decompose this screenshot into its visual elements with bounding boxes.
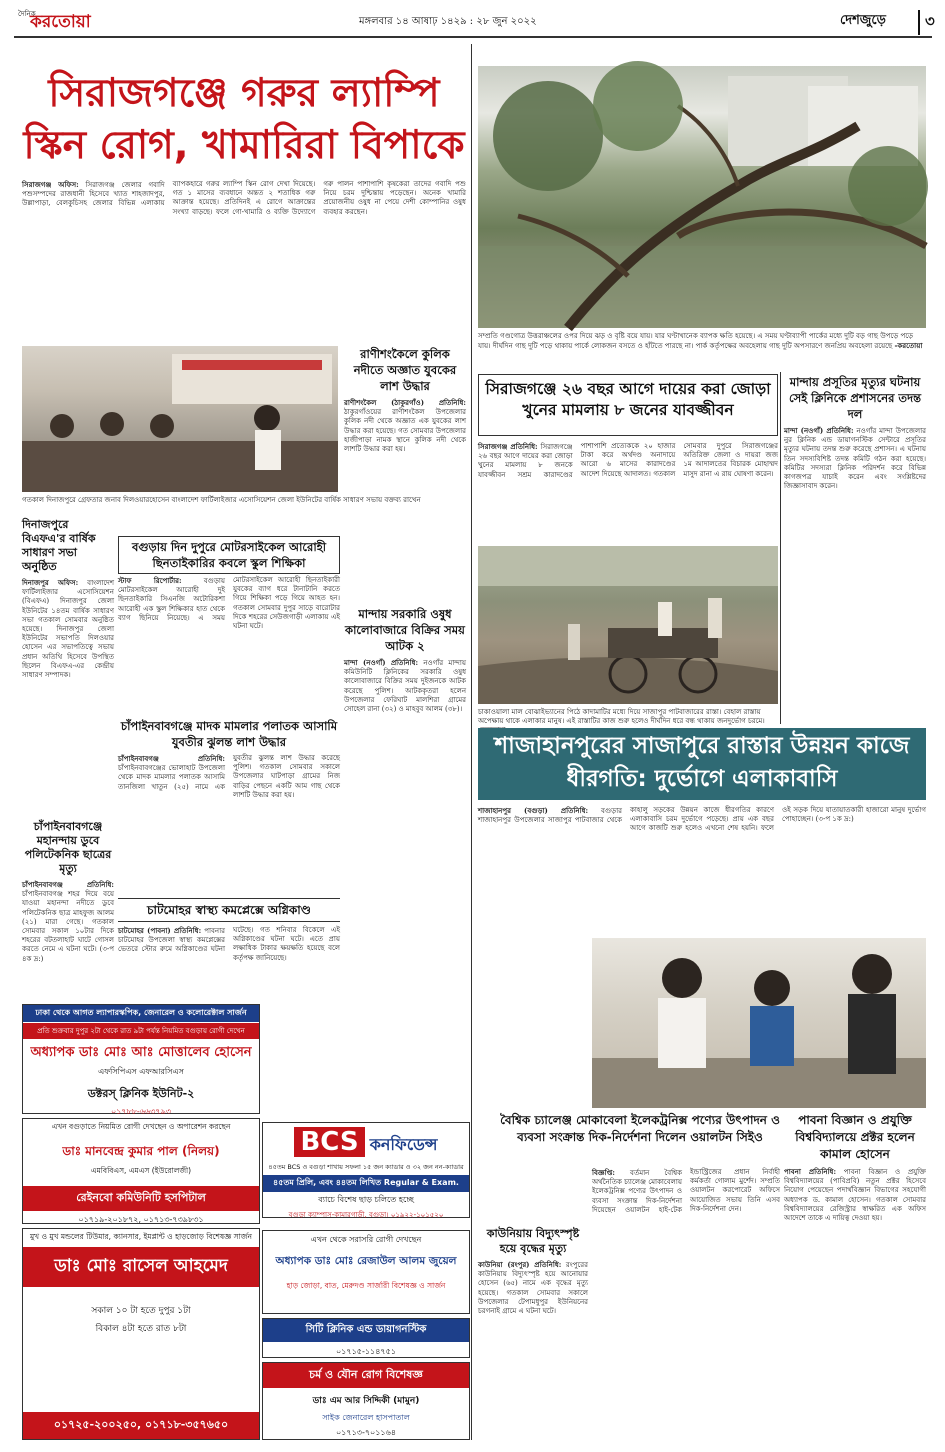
bogura-snatch-headline: বগুড়ায় দিন দুপুরে মোটরসাইকেল আরোহী ছিনতাইকারির কবলে স্কুল শিক্ষিকা — [118, 536, 340, 574]
verdict-headline: সিরাজগঞ্জে ২৬ বছর আগে দায়ের করা জোড়া খুনের মামলায় ৮ জনের যাবজ্জীবন — [478, 374, 778, 436]
ad1-degree: এফসিপিএস এফআরসিএস — [98, 1067, 184, 1076]
ad-bcs — [262, 1122, 470, 1218]
mandah-mother-headline: মান্দায় প্রসূতির মৃত্যুর ঘটনায় সেই ক্লিনিকে প্রশাসনের তদন্ত দল — [788, 375, 922, 421]
ad3-title: মুখ ও মুখ মন্ডলের টিউমার, ক্যানসার, ইমপ্লান্ট ও হাড়জোড় বিশেষজ্ঞ সার্জন — [30, 1232, 252, 1241]
meeting-photo — [22, 346, 338, 492]
chapai-drown-body: চাঁপাইনবাবগঞ্জ প্রতিনিধি: চাঁপাইনবাবগঞ্জ শহর দিয়ে বয়ে যাওয়া মহানন্দা নদীতে ডুবে পলিটেকনিক ছাত্র মাহফুজ আলম (২১) মারা গেছে। গতকাল সোমবার সকাল ১০টার দিকে শহরের বটতলাহাট ঘাটে গোসল করতে নেমে এ ঘটনা ঘটে। (৩-প ৪ক দ্র:) — [22, 880, 114, 963]
walton-illustration — [592, 938, 926, 1108]
kaunia-body: কাউনিয়া (রংপুর) প্রতিনিধি: রংপুরের কাউনিয়ায় বিদ্যুৎস্পৃষ্ট হয়ে আনোয়ার হোসেন (৬৫) নামে এক বৃদ্ধের মৃত্যু হয়েছে। গতকাল সোমবার সকালে উপজেলার টেপামধুপুর ইউনিয়নের চরগনাই গ্রামে এ ঘটনা ঘটে। — [478, 1260, 588, 1316]
ad5-spec: হাড় জোড়া, বাত, মেরুদণ্ড সার্জারী বিশেষজ্ঞ ও সার্জন — [286, 1281, 446, 1290]
ad1-phone: ০১৭৮৮-৬৬৩৭৯৩ — [110, 1107, 172, 1116]
meeting-illustration — [22, 346, 338, 492]
chapai-drown-story — [22, 820, 114, 982]
bcs-phone: বগুড়া ক্যাম্পাস-কামারগাড়ী, বগুড়া। ০১৯২২-১০১৫২০ — [288, 1211, 444, 1219]
ad7-phone: ০১৭১৩-৭০১১৬৪ — [335, 1428, 397, 1437]
mandah-mother-body: মান্দা (নওগাঁ) প্রতিনিধি: নওগাঁর মান্দা উপজেলার নুর ক্লিনিক এন্ড ডায়াগনস্টিক সেন্টারে প্রসূতির মৃত্যুর ঘটনায় তদন্ত শুরু করেছে প্রশাসন। এ ঘটনায় তিন সদস্যবিশিষ্ট তদন্ত কমিটি গঠন করা হয়েছে। কমিটির সদস্যরা ক্লিনিক পরিদর্শন করে বিভিন্ন কাগজপত্র যাচাই করেন এবং সংশ্লিষ্টদের জিজ্ঞাসাবাদ করেন। — [784, 426, 926, 491]
ad2-phone: ০১৭১৯-২০১৮৭২, ০১৭১৩-৭৩৯৮৩১ — [78, 1215, 204, 1224]
chapai-body-headline: চাঁপাইনবাবগঞ্জে মাদক মামলার পলাতক আসামি যুবতীর ঝুলন্ত লাশ উদ্ধার — [120, 719, 338, 749]
chatmohar-body: চাটমোহর (পাবনা) প্রতিনিধি: পাবনার চাটমোহর উপজেলা স্বাস্থ্য কমপ্লেক্সের ভেতরে স্টোর রুমে অগ্নিকাণ্ডের ঘটনা ঘটেছে। গত শনিবার বিকেলে এই অগ্নিকাণ্ডের ঘটনা ঘটে। এতে প্রায় লক্ষাধিক টাকার ক্ষয়ক্ষতি হয়েছে বলে কর্তৃপক্ষ জানিয়েছে। — [118, 926, 340, 962]
ad1-clinic: ডক্টরস্ ক্লিনিক ইউনিট-২ — [87, 1087, 195, 1100]
kaunia-headline: কাউনিয়ায় বিদ্যুৎস্পৃষ্ট হয়ে বৃদ্ধের মৃত্যু — [486, 1227, 580, 1255]
pabna-headline: পাবনা বিজ্ঞান ও প্রযুক্তি বিশ্ববিদ্যালয়ে প্রক্টর হলেন কামাল হোসেন — [795, 1113, 915, 1161]
logo — [14, 6, 164, 34]
ad3-phone: ০১৭২৫-২০০২৫০, ০১৭১৮-৩৫৭৬৫০ — [23, 1412, 259, 1439]
bcs-line1: ৪৫তম BCS ও বগুড়া শাখায় সফলা ১৫ জন ক্যাডার ও ৩২ জন নন-ক্যাডার — [268, 1163, 464, 1171]
bcs-brand: BCS — [294, 1127, 364, 1157]
ad7-clinic: সাইক জেনারেল হাসপাতাল — [322, 1413, 410, 1422]
col-rule-right — [780, 372, 781, 724]
walton-body: বিজ্ঞপ্তি: বর্তমান বৈশ্বিক অর্থনৈতিক চ্যালেঞ্জ মোকাবেলায় ইলেকট্রনিক্স পণ্যের উৎপাদন ও ব্যবসা সংক্রান্ত দিক-নির্দেশনা দিয়েছেন ওয়ালটন হাই-টেক ইন্ডাস্ট্রিজের প্রধান নির্বাহী কর্মকর্তা গোলাম মুর্শেদ। সম্প্রতি ওয়ালটন করপোরেট অফিসে আয়োজিত সভায় তিনি এসব দিক-নির্দেশনা দেন। — [592, 1168, 780, 1214]
issue-date: মঙ্গলবার ১৪ আষাঢ় ১৪২৯ : ২৮ জুন ২০২২ — [359, 16, 537, 27]
ad3-doctor: ডাঃ মোঃ রাসেল আহমেদ — [23, 1247, 259, 1287]
shajahanpur-headline: শাজাহানপুরের সাজাপুরে রাস্তার উন্নয়ন কাজে ধীরগতি: দুর্ভোগে এলাকাবাসি — [478, 728, 926, 800]
ad2-hospital: রেইনবো কমিউনিটি হসপিটাল — [23, 1186, 259, 1211]
ad-orthopedic — [262, 1230, 470, 1314]
chapai-body-story — [118, 718, 340, 892]
logo-text: করতোয়া — [30, 12, 91, 32]
chatmohar-story — [118, 898, 340, 998]
ad6-phone: ০১৭১৫-১১৪৭৫১ — [335, 1347, 397, 1356]
masthead — [14, 6, 935, 34]
ad3-time1: সকাল ১০ টা হতে দুপুর ১টা — [91, 1306, 191, 1316]
story1-byline: সিরাজগঞ্জ অফিস: — [22, 180, 79, 189]
section-name: দেশজুড়ে — [840, 13, 886, 28]
chapai-drown-headline: চাঁপাইনবাবগঞ্জে মহানন্দায় ডুবে পলিটেকনিক ছাত্রের মৃত্যু — [24, 820, 112, 875]
ad-dermatologist — [262, 1362, 470, 1440]
ad1-time: প্রতি শুক্রবার দুপুর ২টা থেকে রাত ৯টা পর্যন্ত নিয়মিত বগুড়ায় রোগী দেখেন — [23, 1023, 259, 1039]
walton-headline: বৈশ্বিক চ্যালেঞ্জ মোকাবেলা ইলেকট্রনিক্স পণ্যের উৎপাদন ও ব্যবসা সংক্রান্ত দিক-নির্দেশনা দিলেন ওয়ালটন সিইও — [500, 1113, 780, 1144]
verdict-body: সিরাজগঞ্জ প্রতিনিধি: সিরাজগঞ্জে ২৬ বছর আগে দায়ের করা জোড়া খুনের মামলায় ৮ জনকে যাবজ্জীবন সশ্রম কারাদণ্ডের পাশাপাশি প্রত্যেককে ২০ হাজার টাকা করে অর্থদণ্ড অনাদায়ে আরো ৬ মাসের কারাদণ্ডের আদেশ দিয়েছে আদালত। গতকাল সোমবার দুপুরে সিরাজগঞ্জের অতিরিক্ত জেলা ও দায়রা জজ ১ম আদালতের বিচারক মোহাম্মদ মাসুদ রানা এ রায় ঘোষণা করেন। — [478, 442, 778, 479]
bcs-brand-row — [263, 1127, 469, 1159]
cart-photo-caption: চাকাওয়ালা মাল বোঝাইভ্যানের পিঠে কাদামাটির মধ্যে দিয়ে সাজাপুর পাটবাজারের রাস্তা। বেহাল রাস্তায় অপেক্ষায় থাকে এলাকার মানুষ। এই রাস্তাটির কাজ শুরু হলেও দীর্ঘদিন ধরে বন্ধ থাকায় জনদুর্ভোগ চরমে। — [478, 708, 765, 725]
ad1-title: ঢাকা থেকে আগত ল্যাপারস্কপিক, জেনারেল ও কলোরেক্টাল সার্জন — [23, 1005, 259, 1022]
ranishankail-story — [344, 346, 466, 536]
pabna-body: পাবনা প্রতিনিধি: পাবনা বিজ্ঞান ও প্রযুক্তি বিশ্ববিদ্যালয়ের (পাবিপ্রবি) নতুন প্রক্টর হিসেবে নিয়োগ পেয়েছেন পদার্থবিজ্ঞান বিভাগের সহযোগী অধ্যাপক ড. কামাল হোসেন। গতকাল সোমবার বিশ্ববিদ্যালয়ের রেজিস্ট্রার স্বাক্ষরিত এক অফিস আদেশে তাকে এ দায়িত্ব দেওয়া হয়। — [784, 1167, 926, 1223]
cart-photo — [478, 546, 778, 704]
ad2-title: এখন বগুড়াতে নিয়মিত রোগী দেখছেন ও অপারেশন করছেন — [51, 1122, 231, 1131]
ad-city-clinic — [262, 1318, 470, 1358]
dinajpur-headline: দিনাজপুরে বিএফএ'র বার্ষিক সাধারণ সভা অনুষ্ঠিত — [22, 518, 96, 573]
chatmohar-headline: চাটমোহর স্বাস্থ্য কমপ্লেক্সে অগ্নিকাণ্ড — [118, 898, 340, 922]
ad-dental-surgeon — [22, 1228, 260, 1440]
ad1-doctor: অধ্যাপক ডাঃ মোঃ আঃ মোত্তালেব হোসেন — [30, 1045, 252, 1060]
mandah-mother-story — [784, 374, 926, 724]
mandah-medicine-headline: মান্দায় সরকারি ওষুধ কালোবাজারে বিক্রির সময় আটক ২ — [345, 607, 465, 653]
bogura-snatch-body: স্টাফ রিপোর্টার: বগুড়ায় মোটরসাইকেল আরোহী দুই ছিনতাইকারি সিএনজি অটোরিকশা আরোহী এক স্কুল শিক্ষিকার হাত থেকে ব্যাগ ছিনিয়ে নিয়েছে। এ সময় মোটরসাইকেল আরোহী ছিনতাইকারী যুবকের ব্যাগ ধরে টানাটানি করতে গিয়ে শিক্ষিকা পড়ে গিয়ে আহত হন। গতকাল সোমবার দুপুর সাড়ে বারোটার দিকে শহরের সেউজগাড়ী এলাকায় এই ঘটনা ঘটে। — [118, 576, 340, 631]
story1-text: সিরাজগঞ্জ জেলার গবাদি পশুসম্পদের রাজধানী হিসেবে খ্যাত শাহজাদপুর, উল্লাপাড়া, বেলকুচিসহ জেলার বিভিন্ন এলাকায় ব্যাপকহারে গরুর ল্যাম্পি স্কিন রোগ দেখা দিয়েছে। গত ১ মাসের ব্যবধানে অন্তত ২ শতাধিক গরু আক্রান্ত হয়েছে। প্রতিদিনই এ রোগে আক্রান্তের সংখ্যা বাড়ছে। ফলে গো-খামারি ও ব্যক্তি উদ্যোগে গরু পালন পাশাপাশি কৃষকেরা তাদের গবাদি পশু নিয়ে চরম দুশ্চিন্তায় পড়েছেন। অনেক খামারি প্রয়োজনীয় ওষুধ না পেয়ে দেশী কোম্পানির ওষুধ ব্যবহার করছেন। — [22, 180, 466, 216]
ad6-title: সিটি ক্লিনিক এন্ড ডায়াগনস্টিক — [263, 1319, 469, 1342]
walton-meeting-photo — [592, 938, 926, 1108]
logo-small: দৈনিক — [18, 10, 36, 18]
dinajpur-body: দিনাজপুর অফিস: বাংলাদেশ ফার্টিলাইজার এসোসিয়েশন (বিএফএ) দিনাজপুর জেলা ইউনিটের ১৪তম বার্ষিক সাধারণ সভা গতকাল সোমবার অনুষ্ঠিত হয়েছে। দিনাজপুর জেলা ইউনিটের সভাপতি দিলওয়ার হোসেন এর সভাপতিত্বে সভায় প্রধান অতিথি হিসেবে উপস্থিত ছিলেন বিএফএ-এর কেন্দ্রীয় সাধারণ সম্পাদক। — [22, 578, 114, 680]
mandah-medicine-story — [344, 606, 466, 1040]
bcs-brand2: কনফিডেন্স — [369, 1135, 438, 1154]
tree-photo-credit: -করতোয়া — [894, 341, 923, 350]
tree-photo-caption: সম্প্রতি গণ্ডগোত্র উত্তরাঞ্চলের ওপর দিয়ে ঝড় ও বৃষ্টি বয়ে যায়। যার ঘণ্টাখানেক ব্যাপক ক্ষতি হয়েছে। এ সময় ঘণ্টাব্যাপী পার্কের মধ্যে দুটি বড় গাছ উপড়ে পড়ে যায়। দীর্ঘদিন গাছ দুটি পড়ে থাকায় পার্কে লোকজন বসতে ও হাঁটতে পারছে না। পার্ক কর্তৃপক্ষের অবহেলায় গাছ দুটি অপসারণে জনপ্রিয় অবহেলা রয়েছে -করতোয়া — [478, 332, 923, 350]
ad-surgeon — [22, 1004, 260, 1114]
ranishankail-body: রাণীশংকৈল (ঠাকুরগাঁও) প্রতিনিধি: ঠাকুরগাঁওয়ের রাণীশংকৈল উপজেলার কুলিক নদী থেকে অজ্ঞাত এক যুবকের লাশ উদ্ধার করা হয়েছে। গত সোমবার উপজেলার হাজীপাড়া নামক স্থানে কুলিক নদী থেকে লাশটি উদ্ধার করা হয়। — [344, 398, 466, 454]
meeting-photo-caption: গতকাল দিনাজপুরে গ্রেফতার জনাব দিলওয়ারহোসেন বাংলাদেশ ফার্টিলাইজার এসোসিয়েশন জেলা ইউনিটের বার্ষিক সাধারণ সভায় বক্তব্য রাখেন — [22, 496, 421, 504]
col-rule-main — [471, 44, 472, 1440]
ad7-title: চর্ম ও যৌন রোগ বিশেষজ্ঞ — [263, 1363, 469, 1388]
story1-headline: সিরাজগঞ্জে গরুর ল্যাম্পি স্কিন রোগ, খামারিরা বিপাকে — [23, 71, 465, 168]
tree-illustration — [478, 66, 926, 328]
story1-body — [22, 180, 466, 340]
fallen-tree-photo — [478, 66, 926, 328]
ranishankail-headline: রাণীশংকৈলে কুলিক নদীতে অজ্ঞাত যুবকের লাশ উদ্ধার — [353, 347, 457, 393]
ad-urologist — [22, 1118, 260, 1224]
shajahanpur-body: শাজাহানপুর (বগুড়া) প্রতিনিধি: বগুড়ার শাজাহানপুর উপজেলার সাজাপুর পাটবাজার থেকে কাহালু সড়কের উন্নয়ন কাজে ধীরগতির কারণে এলাকাবাসি চরম দুর্ভোগে পড়েছে। প্রায় এক বছর আগে কাজটি শুরু হলেও এখনো শেষ হয়নি। ফলে ওই সড়ক দিয়ে যাতায়াতকারী হাজারো মানুষ দুর্ভোগ পোহাচ্ছেন। (৩-প ১ক দ্র:) — [478, 806, 926, 833]
bcs-line3: ব্যাচে বিশেষ ছাড় চলিতে হচ্ছে — [318, 1195, 414, 1204]
kaunia-story — [478, 1226, 588, 1440]
pabna-story — [784, 1112, 926, 1440]
masthead-rule — [14, 36, 932, 38]
bcs-line2: ৪৫তম প্রিলি, এবং ৪৪তম লিখিত Regular & Exam. — [263, 1175, 469, 1192]
chapai-body-body: চাঁপাইনবাবগঞ্জ প্রতিনিধি: চাঁপাইনবাবগঞ্জের ভোলাহাট উপজেলা থেকে মাদক মামলার পলাতক আসামি তানজিলা খাতুন (২৫) নামে এক যুবতীর ঝুলন্ত লাশ উদ্ধার করেছে পুলিশ। গতকাল সোমবার সকালে উপজেলার ঘাটপাড়া গ্রামের নিজ বাড়ির পেছনে একটি আম গাছ থেকে লাশটি উদ্ধার করা হয়। — [118, 754, 340, 799]
page-number: ৩ — [918, 10, 935, 35]
ad3-time2: বিকাল ৪টা হতে রাত ৮টা — [95, 1324, 187, 1334]
cart-illustration — [478, 546, 778, 704]
ad2-degree: এমবিবিএস, এমএস (ইউরোলজী) — [90, 1166, 192, 1175]
dinajpur-story — [22, 518, 114, 816]
ad5-title: এখন থেকে সরাসরি রোগী দেখছেন — [310, 1235, 422, 1244]
ad2-doctor: ডাঃ মানবেন্দ্র কুমার পাল (নিলয়) — [62, 1144, 220, 1158]
ad5-doctor: অধ্যাপক ডাঃ মোঃ রেজাউল আলম জুয়েল — [275, 1255, 457, 1267]
ad7-doctor: ডাঃ এম আর সিদ্দিকী (মামুন) — [312, 1396, 420, 1406]
mandah-medicine-body: মান্দা (নওগাঁ) প্রতিনিধি: নওগাঁর মান্দায় কমিউনিটি ক্লিনিকের সরকারি ওষুধ কালোবাজারে বিক্রির সময় দুইজনকে আটক করেছে পুলিশ। আটককৃতরা হলেন উপজেলার ফেরিঘাট মালশিরা গ্রামের সোহেল রানা (৩২) ও মাহবুব আলম (৩৮)। — [344, 658, 467, 714]
